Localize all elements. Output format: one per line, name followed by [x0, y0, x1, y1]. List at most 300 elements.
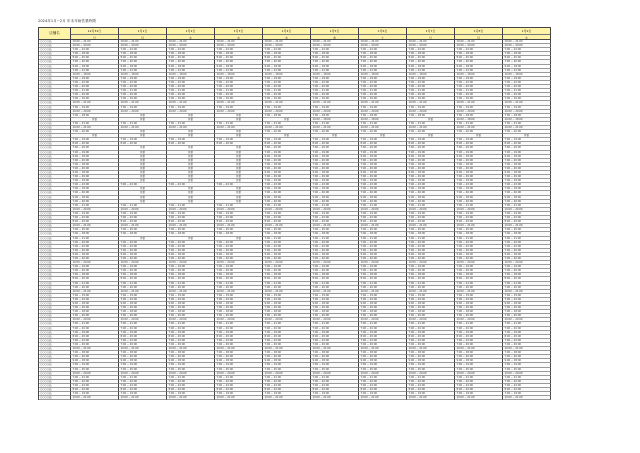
hours-cell: 7:00 ~ 22:00 [263, 245, 311, 249]
hours-cell: 7:00 ~ 20:00 [215, 93, 263, 97]
hours-cell: 7:00 ~ 19:00 [119, 331, 167, 335]
hours-cell: 7:00 ~ 18:00 [71, 310, 119, 314]
hours-cell: 7:00 ~ 20:00 [455, 167, 503, 171]
hours-cell: 休業 [119, 134, 167, 138]
hours-cell: 10:00 ~ 21:00 [167, 290, 215, 294]
hours-cell: 7:00 ~ 18:00 [311, 52, 359, 56]
store-name: ○○○○店 [39, 134, 71, 138]
hours-cell: 7:00 ~ 19:00 [407, 138, 455, 142]
hours-cell: 7:00 ~ 20:00 [263, 380, 311, 384]
hours-cell: 7:00 ~ 19:00 [215, 331, 263, 335]
hours-cell: 7:00 ~ 21:00 [71, 322, 119, 326]
hours-cell: 7:00 ~ 20:00 [263, 314, 311, 318]
hours-cell: 9:00 ~ 18:00 [167, 65, 215, 69]
hours-cell: 9:00 ~ 18:00 [311, 359, 359, 363]
day-weekday: 火 [188, 36, 192, 40]
hours-cell: 7:00 ~ 21:00 [311, 122, 359, 126]
hours-cell: 7:00 ~ 18:00 [311, 187, 359, 191]
hours-cell: 7:00 ~ 18:00 [167, 273, 215, 277]
hours-cell: 休業 [215, 175, 263, 179]
hours-cell: 7:00 ~ 18:00 [263, 163, 311, 167]
hours-cell: 10:00 ~ 20:00 [215, 261, 263, 265]
hours-cell: 7:00 ~ 22:00 [167, 183, 215, 187]
hours-cell: 7:00 ~ 19:00 [407, 392, 455, 396]
hours-cell: 7:00 ~ 21:00 [119, 204, 167, 208]
hours-cell: 8:00 ~ 20:00 [215, 142, 263, 146]
hours-cell: 10:00 ~ 20:00 [119, 372, 167, 376]
hours-cell: 7:00 ~ 20:00 [71, 60, 119, 64]
hours-cell: 7:00 ~ 22:00 [455, 298, 503, 302]
hours-cell: 7:00 ~ 20:00 [407, 146, 455, 150]
hours-cell: 7:00 ~ 19:00 [71, 151, 119, 155]
hours-cell: 10:00 ~ 20:00 [455, 318, 503, 322]
hours-cell: 7:00 ~ 19:00 [167, 265, 215, 269]
hours-cell: 休業 [167, 171, 215, 175]
hours-cell: 7:00 ~ 21:00 [263, 282, 311, 286]
hours-cell: 7:00 ~ 20:00 [119, 85, 167, 89]
hours-cell: 7:00 ~ 21:00 [215, 376, 263, 380]
hours-cell: 7:00 ~ 20:00 [263, 343, 311, 347]
hours-cell: 7:00 ~ 21:00 [215, 89, 263, 93]
hours-cell: 7:00 ~ 19:00 [359, 392, 407, 396]
hours-cell: 7:00 ~ 22:00 [311, 216, 359, 220]
hours-cell: 9:00 ~ 18:00 [503, 171, 551, 175]
document-title: 2024年1月~2月 年末年始営業時間 [38, 19, 96, 23]
hours-cell: 9:00 ~ 18:00 [263, 65, 311, 69]
hours-cell: 7:00 ~ 20:00 [407, 269, 455, 273]
hours-cell: 7:00 ~ 20:00 [455, 306, 503, 310]
hours-cell: 7:00 ~ 20:00 [71, 146, 119, 150]
hours-cell: 9:00 ~ 18:00 [215, 65, 263, 69]
hours-cell: 7:00 ~ 20:00 [167, 314, 215, 318]
hours-cell: 7:00 ~ 20:00 [455, 269, 503, 273]
store-name: ○○○○店 [39, 257, 71, 261]
hours-cell: 7:00 ~ 19:00 [503, 179, 551, 183]
hours-cell: 9:00 ~ 18:00 [119, 359, 167, 363]
hours-cell: 10:00 ~ 18:00 [407, 73, 455, 77]
hours-cell: 7:00 ~ 19:00 [71, 265, 119, 269]
hours-cell: 10:00 ~ 20:00 [71, 261, 119, 265]
hours-cell: 7:00 ~ 19:00 [71, 294, 119, 298]
hours-cell: 7:00 ~ 22:00 [167, 48, 215, 52]
hours-cell: 7:00 ~ 19:00 [359, 294, 407, 298]
hours-cell: 10:00 ~ 20:00 [119, 261, 167, 265]
hours-cell: 7:00 ~ 21:00 [71, 69, 119, 73]
hours-cell: 9:00 ~ 18:00 [215, 359, 263, 363]
hours-cell: 9:00 ~ 18:00 [455, 196, 503, 200]
hours-cell: 7:00 ~ 21:00 [407, 322, 455, 326]
hours-cell: 8:00 ~ 20:00 [311, 56, 359, 60]
hours-cell: 8:00 ~ 20:00 [407, 335, 455, 339]
hours-cell: 7:00 ~ 20:00 [71, 380, 119, 384]
hours-cell: 7:00 ~ 18:00 [167, 310, 215, 314]
hours-cell: 10:00 ~ 20:00 [455, 208, 503, 212]
hours-cell: 7:00 ~ 18:00 [455, 52, 503, 56]
hours-cell: 7:00 ~ 19:00 [311, 138, 359, 142]
hours-cell: 8:00 ~ 20:00 [311, 388, 359, 392]
hours-cell: 7:00 ~ 20:00 [455, 314, 503, 318]
hours-cell: 10:00 ~ 21:00 [119, 347, 167, 351]
hours-cell: 9:00 ~ 18:00 [503, 302, 551, 306]
store-name: ○○○○店 [39, 363, 71, 367]
hours-cell: 7:00 ~ 22:00 [311, 339, 359, 343]
day-column-header [503, 28, 551, 40]
hours-cell: 7:00 ~ 18:00 [407, 52, 455, 56]
store-name: ○○○○店 [39, 40, 71, 44]
hours-cell: 7:00 ~ 20:00 [167, 306, 215, 310]
store-name: ○○○○店 [39, 269, 71, 273]
store-name: ○○○○店 [39, 232, 71, 236]
hours-cell: 7:00 ~ 21:00 [407, 122, 455, 126]
hours-cell: 7:00 ~ 20:00 [503, 241, 551, 245]
hours-cell: 7:00 ~ 20:00 [407, 241, 455, 245]
hours-cell: 10:00 ~ 18:00 [455, 118, 503, 122]
hours-cell: 8:00 ~ 20:00 [119, 335, 167, 339]
hours-cell: 7:00 ~ 20:00 [311, 306, 359, 310]
hours-cell: 休業 [215, 196, 263, 200]
hours-cell: 7:00 ~ 20:00 [359, 380, 407, 384]
hours-cell: 9:00 ~ 18:00 [359, 155, 407, 159]
hours-cell: 7:00 ~ 18:00 [311, 310, 359, 314]
hours-cell: 8:00 ~ 20:00 [359, 335, 407, 339]
hours-cell: 7:00 ~ 19:00 [455, 106, 503, 110]
hours-cell: 8:00 ~ 20:00 [71, 335, 119, 339]
hours-cell: 7:00 ~ 20:00 [359, 146, 407, 150]
hours-cell: 10:00 ~ 21:00 [263, 101, 311, 105]
hours-cell: 7:00 ~ 20:00 [359, 286, 407, 290]
hours-cell: 7:00 ~ 19:00 [359, 106, 407, 110]
hours-cell: 7:00 ~ 20:00 [503, 175, 551, 179]
hours-cell: 9:00 ~ 18:00 [71, 155, 119, 159]
hours-cell: 7:00 ~ 22:00 [359, 183, 407, 187]
hours-cell: 7:00 ~ 19:00 [359, 212, 407, 216]
hours-cell: 7:00 ~ 21:00 [407, 89, 455, 93]
hours-cell: 7:00 ~ 20:00 [167, 380, 215, 384]
hours-cell: 休業 [215, 114, 263, 118]
hours-cell: 7:00 ~ 20:00 [311, 159, 359, 163]
hours-cell: 休業 [215, 130, 263, 134]
hours-cell: 7:00 ~ 18:00 [359, 114, 407, 118]
hours-cell: 10:00 ~ 20:00 [167, 110, 215, 114]
hours-cell: 10:00 ~ 21:00 [455, 396, 503, 400]
hours-cell: 7:00 ~ 22:00 [119, 183, 167, 187]
hours-cell: 7:00 ~ 19:00 [167, 106, 215, 110]
hours-cell: 休業 [167, 163, 215, 167]
store-column-header: 店舗名 [39, 28, 71, 40]
hours-cell: 8:00 ~ 20:00 [215, 388, 263, 392]
hours-cell: 7:00 ~ 20:00 [359, 93, 407, 97]
store-name: ○○○○店 [39, 118, 71, 122]
hours-cell: 7:00 ~ 19:00 [407, 151, 455, 155]
hours-cell: 8:00 ~ 20:00 [503, 335, 551, 339]
day-weekday: 日 [428, 36, 432, 40]
hours-cell: 10:00 ~ 20:00 [167, 372, 215, 376]
hours-cell: 休業 [71, 118, 119, 122]
hours-cell: 7:00 ~ 20:00 [455, 130, 503, 134]
hours-cell: 7:00 ~ 20:00 [167, 269, 215, 273]
hours-cell: 休業 [215, 237, 263, 241]
hours-cell: 7:00 ~ 18:00 [263, 351, 311, 355]
hours-cell: 7:00 ~ 20:00 [455, 343, 503, 347]
hours-cell: 7:00 ~ 19:00 [263, 97, 311, 101]
hours-cell: 10:00 ~ 20:00 [71, 208, 119, 212]
hours-cell: 8:00 ~ 20:00 [263, 335, 311, 339]
hours-cell: 7:00 ~ 21:00 [359, 89, 407, 93]
hours-cell: 9:00 ~ 18:00 [71, 302, 119, 306]
hours-cell: 8:00 ~ 20:00 [263, 388, 311, 392]
hours-cell: 7:00 ~ 22:00 [263, 81, 311, 85]
hours-cell: 休業 [215, 134, 263, 138]
hours-cell: 7:00 ~ 19:00 [215, 294, 263, 298]
hours-cell: 7:00 ~ 21:00 [215, 204, 263, 208]
hours-cell: 7:00 ~ 18:00 [263, 114, 311, 118]
hours-cell: 10:00 ~ 21:00 [167, 347, 215, 351]
hours-cell: 8:00 ~ 20:00 [215, 56, 263, 60]
hours-cell: 7:00 ~ 19:00 [407, 106, 455, 110]
hours-cell: 7:00 ~ 20:00 [311, 191, 359, 195]
hours-cell: 7:00 ~ 20:00 [455, 380, 503, 384]
hours-cell: 10:00 ~ 21:00 [167, 224, 215, 228]
hours-cell: 7:00 ~ 18:00 [359, 52, 407, 56]
hours-cell: 7:00 ~ 20:00 [71, 175, 119, 179]
hours-cell: 10:00 ~ 21:00 [455, 290, 503, 294]
hours-cell: 10:00 ~ 20:00 [263, 372, 311, 376]
hours-cell: 7:00 ~ 22:00 [263, 216, 311, 220]
hours-cell: 7:00 ~ 19:00 [311, 265, 359, 269]
store-name: ○○○○店 [39, 335, 71, 339]
hours-cell: 休業 [167, 151, 215, 155]
hours-cell: 10:00 ~ 21:00 [311, 40, 359, 44]
hours-cell: 10:00 ~ 21:00 [263, 224, 311, 228]
hours-cell: 7:00 ~ 20:00 [263, 355, 311, 359]
hours-cell: 7:00 ~ 20:00 [119, 249, 167, 253]
hours-cell: 休業 [119, 179, 167, 183]
hours-cell: 7:00 ~ 20:00 [503, 343, 551, 347]
hours-cell: 7:00 ~ 20:00 [407, 249, 455, 253]
hours-cell: 7:00 ~ 18:00 [455, 351, 503, 355]
hours-cell: 7:00 ~ 20:00 [455, 191, 503, 195]
day-date: 1月3日 [215, 28, 262, 35]
table-header [39, 28, 551, 40]
hours-cell: 7:00 ~ 18:00 [167, 232, 215, 236]
hours-cell: 7:00 ~ 22:00 [359, 298, 407, 302]
hours-cell: 9:00 ~ 18:00 [167, 359, 215, 363]
hours-cell: 10:00 ~ 21:00 [455, 224, 503, 228]
hours-cell: 7:00 ~ 20:00 [359, 249, 407, 253]
hours-cell: 7:00 ~ 20:00 [71, 286, 119, 290]
store-name: ○○○○店 [39, 85, 71, 89]
hours-cell: 8:00 ~ 20:00 [263, 142, 311, 146]
hours-cell: 7:00 ~ 18:00 [407, 114, 455, 118]
hours-cell: 7:00 ~ 19:00 [455, 151, 503, 155]
hours-cell: 7:00 ~ 21:00 [503, 322, 551, 326]
hours-cell: 7:00 ~ 19:00 [455, 331, 503, 335]
hours-cell: 7:00 ~ 20:00 [71, 241, 119, 245]
hours-cell: 7:00 ~ 19:00 [407, 97, 455, 101]
day-column-header [407, 28, 455, 40]
hours-cell: 7:00 ~ 19:00 [215, 97, 263, 101]
hours-cell: 7:00 ~ 20:00 [71, 355, 119, 359]
hours-cell: 7:00 ~ 22:00 [71, 81, 119, 85]
hours-cell: 9:00 ~ 18:00 [503, 155, 551, 159]
hours-cell: 7:00 ~ 20:00 [119, 269, 167, 273]
hours-cell: 7:00 ~ 20:00 [263, 249, 311, 253]
hours-cell: 7:00 ~ 21:00 [455, 69, 503, 73]
hours-cell: 9:00 ~ 18:00 [263, 253, 311, 257]
hours-cell: 7:00 ~ 20:00 [71, 130, 119, 134]
hours-cell: 10:00 ~ 21:00 [167, 126, 215, 130]
hours-cell: 10:00 ~ 20:00 [455, 261, 503, 265]
hours-cell: 7:00 ~ 18:00 [455, 310, 503, 314]
hours-cell: 7:00 ~ 21:00 [71, 122, 119, 126]
store-name: ○○○○店 [39, 65, 71, 69]
hours-cell: 休業 [71, 134, 119, 138]
day-date: 1月1日 [119, 28, 166, 35]
day-weekday: 土 [380, 36, 384, 40]
hours-cell: 7:00 ~ 22:00 [215, 183, 263, 187]
hours-cell: 10:00 ~ 21:00 [407, 101, 455, 105]
hours-cell: 7:00 ~ 22:00 [215, 81, 263, 85]
hours-cell: 7:00 ~ 18:00 [71, 232, 119, 236]
hours-cell: 7:00 ~ 20:00 [311, 175, 359, 179]
hours-cell: 8:00 ~ 20:00 [167, 56, 215, 60]
hours-cell: 10:00 ~ 20:00 [503, 372, 551, 376]
hours-cell: 7:00 ~ 20:00 [311, 269, 359, 273]
store-name: ○○○○店 [39, 151, 71, 155]
hours-cell: 7:00 ~ 22:00 [311, 81, 359, 85]
store-name: ○○○○店 [39, 183, 71, 187]
hours-cell: 7:00 ~ 20:00 [311, 314, 359, 318]
hours-cell: 休業 [119, 191, 167, 195]
day-column-header [167, 28, 215, 40]
hours-cell: 休業 [167, 175, 215, 179]
hours-cell: 7:00 ~ 19:00 [311, 106, 359, 110]
store-name: ○○○○店 [39, 138, 71, 142]
hours-cell: 7:00 ~ 21:00 [359, 69, 407, 73]
hours-cell: 10:00 ~ 21:00 [215, 40, 263, 44]
hours-cell: 7:00 ~ 22:00 [311, 48, 359, 52]
hours-cell: 7:00 ~ 20:00 [167, 249, 215, 253]
store-name: ○○○○店 [39, 339, 71, 343]
hours-cell: 7:00 ~ 19:00 [71, 77, 119, 81]
hours-cell: 7:00 ~ 18:00 [503, 232, 551, 236]
hours-cell: 8:00 ~ 20:00 [215, 220, 263, 224]
store-name: ○○○○店 [39, 187, 71, 191]
hours-cell: 7:00 ~ 19:00 [311, 212, 359, 216]
store-name: ○○○○店 [39, 220, 71, 224]
hours-cell: 7:00 ~ 20:00 [263, 241, 311, 245]
store-name: ○○○○店 [39, 97, 71, 101]
hours-cell: 10:00 ~ 21:00 [119, 290, 167, 294]
hours-cell: 10:00 ~ 21:00 [359, 347, 407, 351]
hours-cell: 7:00 ~ 20:00 [455, 159, 503, 163]
hours-cell: 7:00 ~ 22:00 [215, 48, 263, 52]
hours-cell: 7:00 ~ 20:00 [503, 60, 551, 64]
hours-cell: 7:00 ~ 21:00 [359, 204, 407, 208]
hours-cell: 7:00 ~ 20:00 [311, 200, 359, 204]
hours-cell: 7:00 ~ 22:00 [71, 245, 119, 249]
hours-cell: 10:00 ~ 20:00 [407, 372, 455, 376]
store-name: ○○○○店 [39, 208, 71, 212]
hours-cell: 8:00 ~ 20:00 [455, 220, 503, 224]
hours-cell: 7:00 ~ 19:00 [503, 294, 551, 298]
hours-cell: 7:00 ~ 21:00 [167, 89, 215, 93]
hours-cell: 7:00 ~ 21:00 [119, 122, 167, 126]
hours-cell: 7:00 ~ 21:00 [71, 89, 119, 93]
hours-cell: 7:00 ~ 20:00 [359, 191, 407, 195]
hours-cell: 7:00 ~ 20:00 [503, 355, 551, 359]
hours-cell: 7:00 ~ 19:00 [311, 179, 359, 183]
hours-cell: 9:00 ~ 18:00 [359, 171, 407, 175]
hours-cell: 8:00 ~ 20:00 [71, 220, 119, 224]
hours-cell: 8:00 ~ 20:00 [311, 277, 359, 281]
hours-cell: 休業 [119, 171, 167, 175]
hours-cell: 7:00 ~ 19:00 [71, 179, 119, 183]
hours-cell: 10:00 ~ 20:00 [311, 318, 359, 322]
hours-cell: 9:00 ~ 18:00 [455, 155, 503, 159]
hours-cell: 7:00 ~ 18:00 [503, 114, 551, 118]
day-weekday: 月 [140, 36, 144, 40]
hours-cell: 7:00 ~ 18:00 [167, 351, 215, 355]
hours-cell: 10:00 ~ 18:00 [263, 73, 311, 77]
store-name: ○○○○店 [39, 372, 71, 376]
hours-cell: 7:00 ~ 21:00 [311, 89, 359, 93]
store-name: ○○○○店 [39, 237, 71, 241]
store-name: ○○○○店 [39, 322, 71, 326]
hours-cell: 7:00 ~ 20:00 [359, 306, 407, 310]
hours-cell: 7:00 ~ 20:00 [503, 327, 551, 331]
hours-cell: 10:00 ~ 21:00 [503, 101, 551, 105]
hours-cell: 7:00 ~ 20:00 [119, 355, 167, 359]
hours-cell: 8:00 ~ 20:00 [263, 277, 311, 281]
hours-cell: 7:00 ~ 19:00 [359, 151, 407, 155]
hours-cell: 10:00 ~ 20:00 [263, 208, 311, 212]
hours-cell: 7:00 ~ 22:00 [455, 216, 503, 220]
hours-cell: 7:00 ~ 20:00 [71, 343, 119, 347]
hours-cell: 7:00 ~ 20:00 [311, 85, 359, 89]
hours-cell: 10:00 ~ 20:00 [311, 44, 359, 48]
hours-cell: 休業 [167, 114, 215, 118]
hours-cell: 7:00 ~ 22:00 [215, 245, 263, 249]
hours-cell: 7:00 ~ 22:00 [71, 384, 119, 388]
hours-cell: 9:00 ~ 18:00 [455, 359, 503, 363]
hours-cell: 7:00 ~ 20:00 [455, 355, 503, 359]
hours-cell: 7:00 ~ 19:00 [311, 151, 359, 155]
hours-cell: 7:00 ~ 19:00 [311, 77, 359, 81]
hours-cell: 7:00 ~ 18:00 [215, 273, 263, 277]
store-name: ○○○○店 [39, 376, 71, 380]
hours-cell: 7:00 ~ 19:00 [359, 265, 407, 269]
hours-cell: 休業 [215, 171, 263, 175]
hours-cell: 10:00 ~ 21:00 [311, 396, 359, 400]
hours-cell: 7:00 ~ 20:00 [359, 200, 407, 204]
hours-cell: 9:00 ~ 18:00 [407, 65, 455, 69]
hours-cell: 7:00 ~ 20:00 [407, 368, 455, 372]
hours-cell: 7:00 ~ 22:00 [215, 216, 263, 220]
hours-cell: 8:00 ~ 20:00 [455, 142, 503, 146]
day-weekday: 木 [284, 36, 288, 40]
hours-cell: 7:00 ~ 21:00 [311, 322, 359, 326]
hours-cell: 7:00 ~ 20:00 [215, 60, 263, 64]
hours-cell: 7:00 ~ 20:00 [167, 85, 215, 89]
hours-cell: 休業 [215, 159, 263, 163]
hours-cell: 7:00 ~ 19:00 [311, 294, 359, 298]
hours-cell: 7:00 ~ 21:00 [263, 237, 311, 241]
hours-cell: 8:00 ~ 20:00 [119, 142, 167, 146]
hours-cell: 7:00 ~ 20:00 [359, 130, 407, 134]
hours-cell: 10:00 ~ 21:00 [71, 396, 119, 400]
day-weekday: 水 [236, 36, 240, 40]
